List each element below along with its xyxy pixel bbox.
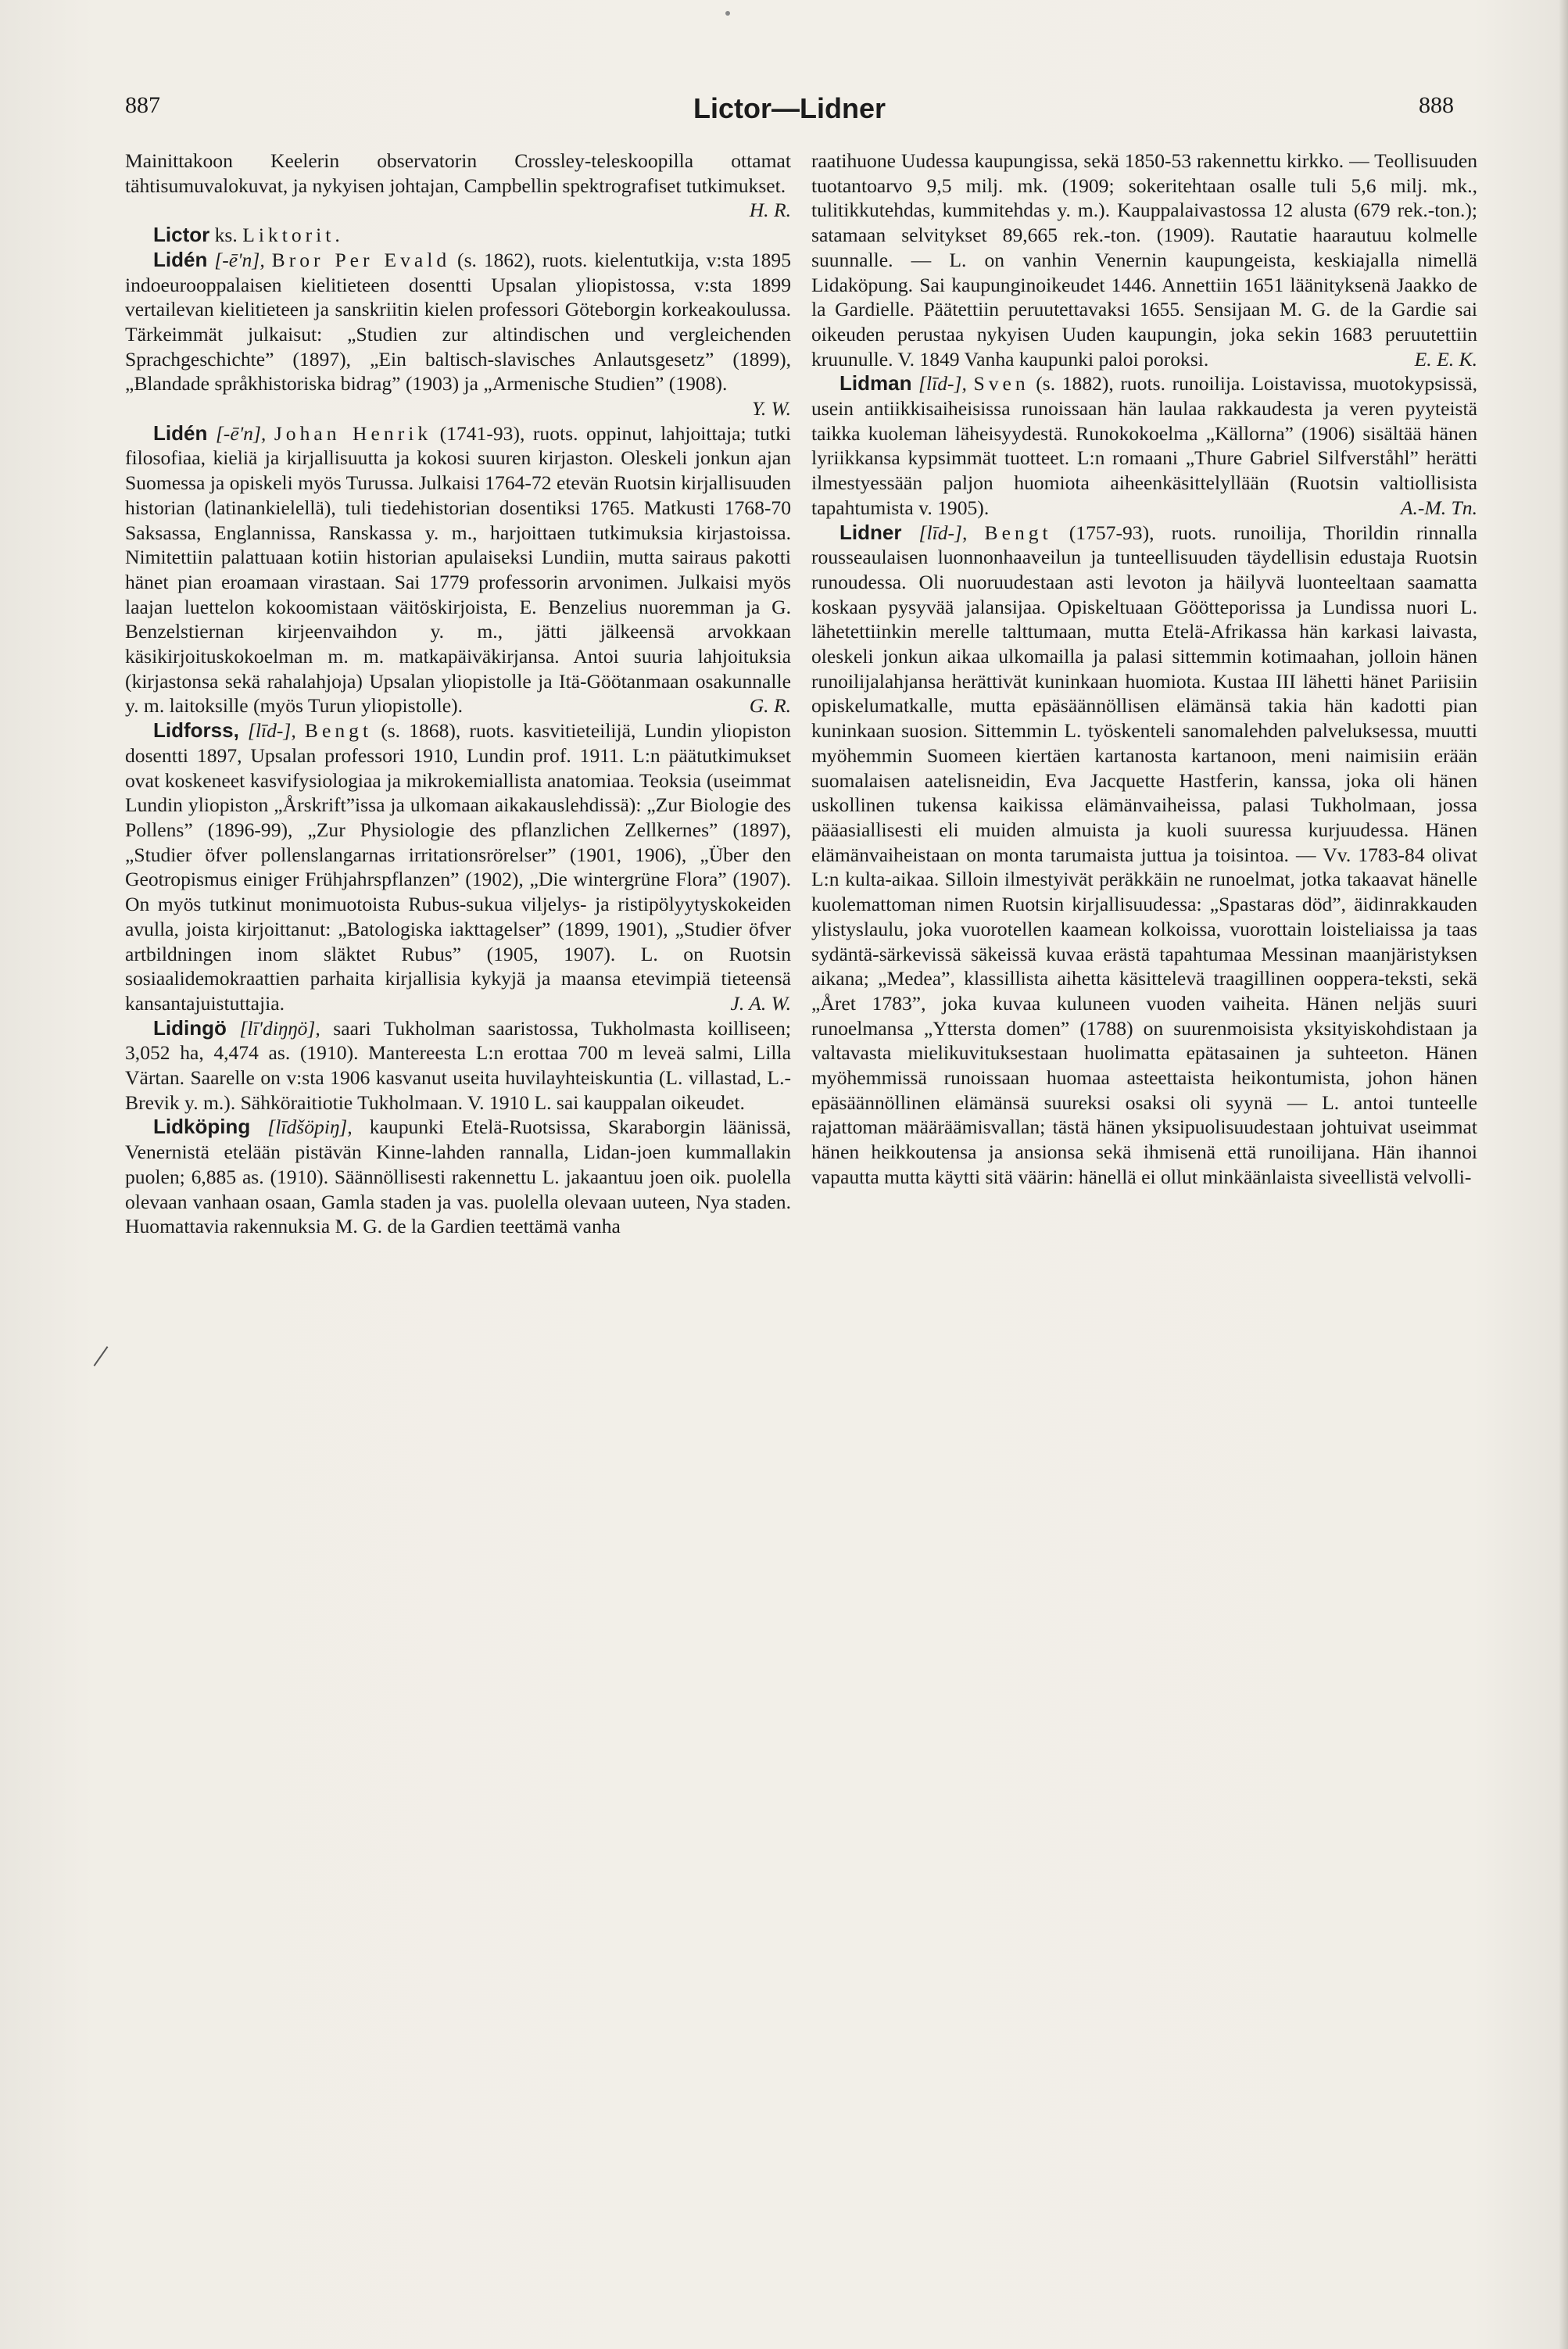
page-number-right: 888 <box>1419 92 1454 118</box>
page-number-left: 887 <box>125 92 160 118</box>
entry-headword: Lidman <box>839 371 912 396</box>
entry-pronunciation: [lī'diŋŋö], <box>226 1016 334 1040</box>
entry-given-name: Bengt <box>304 719 373 743</box>
entry-headword: Lictor <box>153 223 210 247</box>
entry-text: (s. 1862), ruots. kielentutkija, v:sta 1895 indoeurooppalaisen kielitieteen dosentti Upsalan yliopistossa, v:sta 1899 vertailevan kielitieteen ja sanskriitin kielen professori Göteborgin korkeakoulussa. Tärkeimmät julkaisut: „Studien zur altindischen und vergleichenden Sprachgeschichte” (1897), „Ein baltisch-slavisches Anlautsgesetz” (1899), „Blandade språkhistoriska bidrag” (1903) ja „Armenische Studien” (1908). <box>125 248 791 396</box>
article-entry <box>125 718 791 1015</box>
entry-pronunciation: [līd-], <box>238 719 305 743</box>
author-signature: G. R. <box>749 694 791 718</box>
entry-headword: Lidforss, <box>153 718 239 743</box>
entry-given-name: Bengt <box>984 521 1052 544</box>
entry-cross-reference: Liktorit <box>242 224 335 247</box>
entry-text: (1741-93), ruots. oppinut, lahjoittaja; tutki filosofiaa, kieliä ja kirjallisuutta ja kokosi suuren kirjaston. Oleskeli jonkun ajan Suomessa ja opiskeli myös Turussa. Julkaisi 1764-72 etevän Ruotsin kirjallisuuden historian (latinankielellä), tuli tiedehistorian dosentiksi 1765. Matkusti 1768-70 Saksassa, Englannissa, Ranskassa y. m., harjoittaen tutkimuksia kirjastoissa. Nimitettiin palattuaan kotiin historian apulaiseksi Lundiin, mutta sairaus pakotti hänet pian eroamaan virastaan. Sai 1779 professorin arvonimen. Julkaisi myös laajan luettelon kokoomistaan väitöskirjoista, E. Benzelius nuoremman ja G. Benzelstiernan kirjeenvaihdon y. m., jätti jälkeensä arvokkaan käsikirjoituskokoelman m. m. matkapäiväkirjansa. Antoi suuria lahjoituksia (kirjastonsa sekä rahalahjoja) Upsalan yliopistolle ja Itä-Göötanmaan osakunnalle y. m. laitoksille (myös Turun yliopistolle). <box>125 421 791 718</box>
entry-headword: Lidköping <box>153 1115 251 1139</box>
author-signature: H. R. <box>749 199 791 222</box>
entry-pronunciation: [līd-], <box>901 521 985 544</box>
entry-text: ks. <box>209 224 243 247</box>
entry-text: Mainittakoon Keelerin observatorin Crossley-teleskoopilla ottamat tähtisumuvalokuvat, ja nykyisen johtajan, Campbellin spektrografiset tutkimukset. <box>125 149 791 197</box>
left-column <box>125 149 791 1239</box>
entry-text: (s. 1868), ruots. kasvitieteilijä, Lundin yliopiston dosentti 1897, Upsalan professori 1910, Lundin prof. 1911. L:n päätutkimukset ovat koskeneet kasvifysiologiaa ja mikrokemiallista anatomiaa. Teoksia (useimmat Lundin yliopiston „Årskrift”issa ja ulkomaan aikakauslehdissä): „Zur Biologie des Pollens” (1896-99), „Zur Physiologie des pflanzlichen Zellkernes” (1897), „Studier öfver pollenslangarnas irritationsrörelser” (1901, 1906), „Über den Geotropismus einiger Frühjahrspflanzen” (1902), „Die wintergrüne Flora” (1907). On myös tutkinut monimuotoista Rubus-sukua viljelys- ja ristipölyytyskokeiden avulla, joista kirjoittanut: „Batologiska iakttagelser” (1899, 1901), „Studier öfver artbildningen inom släktet Rubus” (1905, 1907). L. on Ruotsin sosiaalidemokraattien parhaita kirjallisia kykyjä ja maansa etevimpiä tieteensä kansantajuistuttajia. <box>125 719 791 1015</box>
author-signature: A.-M. Tn. <box>1400 496 1477 519</box>
entry-given-name: Sven <box>973 372 1029 396</box>
page-edge-shadow <box>1559 0 1568 2349</box>
article-entry <box>125 149 791 222</box>
running-title: Lictor—Lidner <box>693 92 886 124</box>
author-signature: Y. W. <box>751 397 791 421</box>
entry-text: saari Tukholman saaristossa, Tukholmasta koilliseen; 3,052 ha, 4,474 as. (1910). Mantereesta L:n erottaa 700 m leveä salmi, Lilla Värtan. Saarelle on v:sta 1906 kasvanut useita huvilayhteiskuntia (L. villastad, L.-Brevik y. m.). Sähköraitiotie Tukholmaan. V. 1910 L. sai kauppalan oikeudet. <box>125 1016 791 1114</box>
entry-headword: Lidén <box>153 421 208 445</box>
page-header <box>125 92 1454 131</box>
entry-pronunciation: [-ē'n], <box>207 421 274 445</box>
entry-text: . <box>335 224 340 247</box>
author-signature: J. A. W. <box>730 991 791 1015</box>
entry-text: kaupunki Etelä-Ruotsissa, Skaraborgin läänissä, Venernistä etelään pistävän Kinne-lahden rannalla, Lidan-joen kummallakin puolen; 6,885 as. (1910). Säännöllisesti rakennettu L. jakaantuu joen oik. puolella olevaan vanhaan osaan, Gamla staden ja vas. puolella olevaan uuteen, Nya staden. Huomattavia rakennuksia M. G. de la Gardien teettämä vanha <box>125 1115 791 1238</box>
article-entry <box>811 521 1477 1190</box>
article-entry <box>811 149 1477 371</box>
entry-pronunciation: [-ē'n], <box>207 248 272 271</box>
entry-text: (1757-93), ruots. runoilija, Thorildin rinnalla rousseaulaisen luonnonhaaveilun ja tunteellisuuden täydellisin edustaja Ruotsin runoudessa. Oli nuoruudestaan asti levoton ja häilyvä luonteeltaan saamatta koskaan pysyvää jalansijaa. Opiskeltuaan Göötteporissa ja Lundissa nuori L. lähetettiinkin merelle talttumaan, mutta Etelä-Afrikassa hän karkasi laivasta, oleskeli jonkun aikaa ulkomailla ja palasi sittemmin kotimaahan, jolloin hänen runoilijalahjansa herättivät kuninkaan huomiota. Kustaa III lähetti hänet Pariisiin opiskelumatkalle, mutta epäsäännöllisen elämänsä takia hän kadotti pian kuninkaan suosion. Sittemmin L. työskenteli sanomalehden palveluksessa, muutti myöhemmin Suomeen kiertäen kartanosta kartanoon, meni naimisiin erään suomalaisen aatelisneidin, Eva Jacquette Hastferin, kanssa, joka oli hänen uskollinen tukensa kaikissa elämänvaiheissa, palasi Tukholmaan, jossa pääasiallisesti eli muiden almuista ja kuoli suuressa kurjuudessa. Hänen elämänvaiheistaan on monta tarumaista juttua ja toisintoa. — Vv. 1783-84 olivat L:n kulta-aikaa. Silloin ilmestyivät peräkkäin ne runoelmat, jotka takaavat hänelle kuolemattoman nimen Ruotsin kirjallisuudessa: „Spastaras död”, äidinrakkauden ylistyslaulu, joka vuorotellen kaamean kolkoissa, vuorottain loisteliaissa ja taas sydäntä-särkevissä säkeissä kuvaa erästä tapahtumaa Messinan maanjäristyksen aikana; „Medea”, klassillista aihetta käsittelevä traagillinen ooppera-teksti, sekä „Året 1783”, joka kuvaa kuluneen vuoden vaiheita. Hänen neljäs suuri runoelmansa „Yttersta domen” (1788) on suurenmoisista yksityiskohdistaan ja valtavasta mielikuvituksestaan huolimatta epätasainen ja suhteeton. Hänen myöhemmissä runoissaan huomaa asteettaista heikontumista, johon hänen epäsäännöllinen elämänsä suureksi osaksi oli syynä — L. antoi tunteelle rajattoman määräämisvallan; tästä hänen yksipuolisuudestaan johtuivat useimmat hänen heikkoutensa ja ansionsa sekä ihmisenä että runoilijana. Hän ihannoi vapautta mutta käytti sitä väärin: hänellä ei ollut minkäänlaista siveellistä velvolli- <box>811 521 1477 1188</box>
entry-text: (s. 1882), ruots. runoilija. Loistavissa, muotokypsissä, usein antiikkisaiheisissa runoissaan hän laulaa rakkaudesta ja veren pyyteistä taikka kuoleman läheisyydestä. Runokokoelma „Källorna” (1906) sisältää hänen lyriikkansa kypsimmät tuotteet. L:n romaani „Thure Gabriel Silfverståhl” herätti ilmestyessään paljon huomiota aiheenkäsittelyllään (Ruotsin valtiollisista tapahtumista v. 1905). <box>811 372 1477 519</box>
print-speck <box>725 11 730 16</box>
article-entry <box>125 1016 791 1115</box>
entry-pronunciation: [līdšöpiŋ], <box>250 1115 370 1139</box>
entry-pronunciation: [līd-], <box>911 372 974 396</box>
right-column <box>811 149 1477 1190</box>
article-entry <box>125 1115 791 1239</box>
article-entry <box>125 421 791 718</box>
entry-text: raatihuone Uudessa kaupungissa, sekä 1850-53 rakennettu kirkko. — Teollisuuden tuotantoarvo 9,5 milj. mk. (1909; sokeritehtaan osalle tuli 5,6 milj. mk., tulitikkutehdas, kummitehdas y. m.). Kauppalaivastossa 12 alusta (679 rek.-ton.); satamaan selvitykset 89,665 rek.-ton. (1909). Rautatie haarautuu kolmelle suunnalle. — L. on vanhin Venernin kaupungeista, keskiajalla nimellä Lidaköpung. Sai kaupunginoikeudet 1446. Annettiin 1651 läänityksenä Jaakko de la Gardielle. Päätettiin peruutettavaksi 1655. Sensijaan M. G. de la Gardie sai oikeuden perustaa nykyisen Uuden kaupungin, joka sekin 1683 peruutettiin kruunulle. V. 1849 Vanha kaupunki paloi poroksi. <box>811 149 1477 371</box>
article-entry <box>811 371 1477 520</box>
author-signature: E. E. K. <box>1414 347 1477 371</box>
margin-pencil-mark <box>94 1346 109 1366</box>
entry-headword: Lidén <box>153 247 208 271</box>
entry-headword: Lidner <box>839 520 902 544</box>
entry-headword: Lidingö <box>153 1015 227 1040</box>
entry-given-name: Bror Per Evald <box>271 248 451 271</box>
article-entry <box>125 247 791 421</box>
entry-given-name: Johan Henrik <box>274 421 432 445</box>
article-entry <box>125 223 791 248</box>
